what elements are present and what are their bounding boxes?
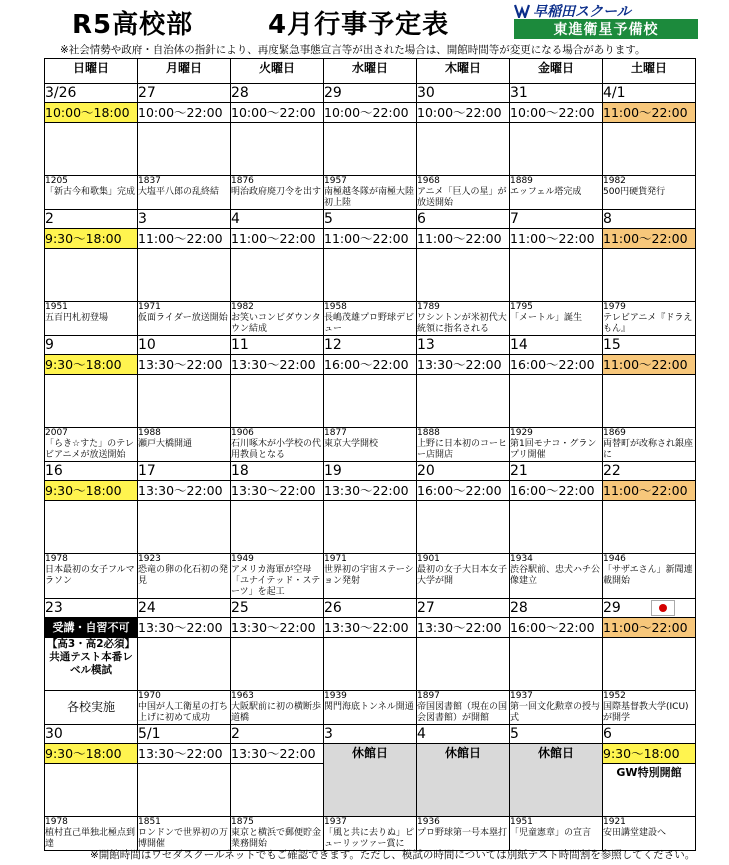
event-cell: 1889 エッフェル塔完成: [510, 176, 603, 210]
blank-row: [45, 501, 696, 554]
event-row: [45, 302, 696, 336]
date-row: [45, 725, 696, 744]
event-cell: 1888 上野に日本初のコーヒー店開店: [417, 428, 510, 462]
date-cell: 5: [324, 210, 417, 229]
date-cell: 4/1: [603, 84, 696, 103]
event-cell: 1877 東京大学開校: [324, 428, 417, 462]
blank-cell: [510, 501, 603, 554]
blank-cell: [45, 501, 138, 554]
blank-cell: [510, 375, 603, 428]
hours-row: [45, 481, 696, 501]
event-cell: 1951 「児童憲章」の宣言: [510, 817, 603, 851]
event-cell: 1875 東京と横浜で郵便貯金業務開始: [231, 817, 324, 851]
blank-cell: [231, 375, 324, 428]
event-cell: 1939 関門海底トンネル開通: [324, 691, 417, 725]
date-cell: 30: [45, 725, 138, 744]
event-cell: 1851 ロンドンで世界初の万博開催: [138, 817, 231, 851]
event-row: [45, 817, 696, 851]
event-cell: 1970 中国が人工衛星の打ち上げに初めて成功: [138, 691, 231, 725]
date-cell: 5: [510, 725, 603, 744]
date-cell: 8: [603, 210, 696, 229]
date-cell: 12: [324, 336, 417, 355]
closed-day-cell: 休館日: [510, 744, 603, 817]
hours-cell: 11:00〜22:00: [417, 229, 510, 249]
date-cell: 29: [324, 84, 417, 103]
date-cell: [603, 599, 696, 618]
date-row: [45, 599, 696, 618]
event-cell: 1951 五百円札初登場: [45, 302, 138, 336]
hours-cell: 16:00〜22:00: [510, 618, 603, 638]
mock-exam-note: 【高3・高2必須】 共通テスト本番レベル模試: [45, 638, 138, 691]
hours-cell: 13:30〜22:00: [417, 618, 510, 638]
hours-cell: 10:00〜22:00: [417, 103, 510, 123]
footer-note: ※開館時間はワセダスクールネットでもご確認できます。ただし、模試の時間については別紙テスト時間割を参照してください。: [90, 849, 696, 861]
blank-cell: [603, 249, 696, 302]
calendar-body: [45, 84, 696, 851]
blank-cell: [417, 501, 510, 554]
hours-cell: 11:00〜22:00: [231, 229, 324, 249]
date-cell: 20: [417, 462, 510, 481]
event-cell: 1929 第1回モナコ・グランプリ開催: [510, 428, 603, 462]
hours-cell: 11:00〜22:00: [603, 103, 696, 123]
event-cell: 1869 両替町が改称され銀座に: [603, 428, 696, 462]
date-cell: 28: [510, 599, 603, 618]
logo-top-text: 早稲田スクール: [533, 3, 631, 20]
blank-cell: [324, 501, 417, 554]
blank-cell: [324, 375, 417, 428]
date-cell: 10: [138, 336, 231, 355]
logo-mark-icon: [514, 4, 530, 18]
hours-cell: 13:30〜22:00: [138, 744, 231, 764]
hours-cell: 13:30〜22:00: [231, 355, 324, 375]
hours-cell: 9:30〜18:00: [45, 355, 138, 375]
event-row: [45, 428, 696, 462]
hours-cell: 11:00〜22:00: [603, 481, 696, 501]
date-cell: 4: [231, 210, 324, 229]
gw-special-open-label: GW特別開館: [603, 764, 696, 817]
hours-cell: 10:00〜22:00: [138, 103, 231, 123]
date-cell: 5/1: [138, 725, 231, 744]
date-cell: 15: [603, 336, 696, 355]
blank-row: [45, 123, 696, 176]
event-cell: 1897 帝国図書館（現在の国会図書館）が開館: [417, 691, 510, 725]
blank-cell: [45, 375, 138, 428]
blank-cell: [324, 638, 417, 691]
blank-cell: [417, 638, 510, 691]
hours-cell: 10:00〜22:00: [324, 103, 417, 123]
weekday-fri: 金曜日: [510, 59, 603, 84]
blank-cell: [603, 638, 696, 691]
hours-cell: 11:00〜22:00: [138, 229, 231, 249]
event-cell: 1968 アニメ「巨人の星」が放送開始: [417, 176, 510, 210]
hours-cell: 13:30〜22:00: [324, 481, 417, 501]
page-header: [0, 0, 729, 60]
event-cell: 1837 大塩平八郎の乱終結: [138, 176, 231, 210]
event-cell: 1978 日本最初の女子フルマラソン: [45, 554, 138, 599]
event-cell: 1952 国際基督教大学(ICU)が開学: [603, 691, 696, 725]
blank-cell: [510, 123, 603, 176]
date-cell: 6: [603, 725, 696, 744]
date-cell: 30: [417, 84, 510, 103]
date-cell: 22: [603, 462, 696, 481]
date-cell: 11: [231, 336, 324, 355]
page-title-schedule: 4月行事予定表: [268, 10, 450, 40]
hours-cell: 16:00〜22:00: [510, 355, 603, 375]
event-cell: 1901 最初の女子大日本女子大学が開: [417, 554, 510, 599]
blank-cell: [45, 123, 138, 176]
hours-cell: 11:00〜22:00: [603, 355, 696, 375]
blank-cell: [603, 123, 696, 176]
closed-day-cell: 休館日: [417, 744, 510, 817]
event-cell: 1958 長嶋茂雄プロ野球デビュー: [324, 302, 417, 336]
hours-row: [45, 229, 696, 249]
hours-cell: 9:30〜18:00: [45, 481, 138, 501]
event-cell: 1979 テレビアニメ『ドラえもん』: [603, 302, 696, 336]
date-cell: 16: [45, 462, 138, 481]
hours-cell: 16:00〜22:00: [417, 481, 510, 501]
date-cell: 3: [138, 210, 231, 229]
hours-cell: 13:30〜22:00: [231, 481, 324, 501]
date-cell: 24: [138, 599, 231, 618]
event-cell: 1936 プロ野球第一号本塁打: [417, 817, 510, 851]
hours-cell: 16:00〜22:00: [324, 355, 417, 375]
hours-cell: 11:00〜22:00: [603, 618, 696, 638]
event-cell: 1934 渋谷駅前、忠犬ハチ公像建立: [510, 554, 603, 599]
blank-cell: [231, 638, 324, 691]
event-cell: 1921 安田講堂建設へ: [603, 817, 696, 851]
hours-cell: 13:30〜22:00: [324, 618, 417, 638]
blank-cell: [138, 764, 231, 817]
date-cell: 18: [231, 462, 324, 481]
date-cell: 3/26: [45, 84, 138, 103]
date-cell: 4: [417, 725, 510, 744]
date-cell: 27: [417, 599, 510, 618]
date-cell: 25: [231, 599, 324, 618]
date-row: [45, 462, 696, 481]
event-cell: 1982 お笑いコンビダウンタウン結成: [231, 302, 324, 336]
hours-row: [45, 744, 696, 764]
event-row: [45, 691, 696, 725]
blank-cell: [231, 764, 324, 817]
blank-cell: [45, 764, 138, 817]
blank-cell: [324, 249, 417, 302]
blank-cell: [417, 249, 510, 302]
blank-cell: [603, 501, 696, 554]
hours-cell: 10:00〜22:00: [510, 103, 603, 123]
date-cell: 19: [324, 462, 417, 481]
hours-cell: 9:30〜18:00: [603, 744, 696, 764]
school-logo: [514, 2, 698, 40]
logo-bottom-text: 東進衛星予備校: [514, 19, 698, 39]
blank-cell: [231, 249, 324, 302]
date-cell: 27: [138, 84, 231, 103]
weekday-sat: 土曜日: [603, 59, 696, 84]
event-row: [45, 176, 696, 210]
blank-cell: [417, 375, 510, 428]
blank-cell: [231, 501, 324, 554]
date-cell: 2: [231, 725, 324, 744]
event-cell: 1963 大阪駅前に初の横断歩道橋: [231, 691, 324, 725]
date-cell: 14: [510, 336, 603, 355]
hours-row: [45, 618, 696, 638]
hours-cell: 13:30〜22:00: [231, 744, 324, 764]
event-cell: 1937 第一回文化勲章の授与式: [510, 691, 603, 725]
date-cell: 7: [510, 210, 603, 229]
blank-cell: [231, 123, 324, 176]
hours-cell: 13:30〜22:00: [138, 481, 231, 501]
blank-cell: [324, 123, 417, 176]
event-cell: 1906 石川啄木が小学校の代用教員となる: [231, 428, 324, 462]
no-class-label: 受講・自習不可: [45, 618, 138, 638]
date-number: 29: [603, 600, 621, 616]
date-cell: 26: [324, 599, 417, 618]
event-cell: 1971 世界初の宇宙ステーション発射: [324, 554, 417, 599]
date-row: [45, 210, 696, 229]
hours-cell: 11:00〜22:00: [510, 229, 603, 249]
date-row: [45, 84, 696, 103]
date-cell: 6: [417, 210, 510, 229]
date-cell: 21: [510, 462, 603, 481]
hours-cell: 11:00〜22:00: [603, 229, 696, 249]
blank-cell: [417, 123, 510, 176]
weekday-sun: 日曜日: [45, 59, 138, 84]
event-cell: 1988 瀬戸大橋開通: [138, 428, 231, 462]
date-cell: 2: [45, 210, 138, 229]
blank-cell: [138, 375, 231, 428]
hours-cell: 13:30〜22:00: [231, 618, 324, 638]
blank-cell: [510, 249, 603, 302]
hours-cell: 11:00〜22:00: [324, 229, 417, 249]
hours-cell: 9:30〜18:00: [45, 229, 138, 249]
date-cell: 31: [510, 84, 603, 103]
event-cell: 1946 「サザエさん」新聞連載開始: [603, 554, 696, 599]
hours-row: [45, 103, 696, 123]
hours-cell: 16:00〜22:00: [510, 481, 603, 501]
date-cell: 13: [417, 336, 510, 355]
hours-cell: 13:30〜22:00: [138, 618, 231, 638]
event-cell: 1949 アメリカ海軍が空母「ユナイテッド・ステーツ」を起工: [231, 554, 324, 599]
event-cell: 1789 ワシントンが米初代大統領に指名される: [417, 302, 510, 336]
blank-cell: [603, 375, 696, 428]
date-cell: 23: [45, 599, 138, 618]
event-cell: 1795 「メートル」誕生: [510, 302, 603, 336]
blank-row: [45, 249, 696, 302]
date-cell: 17: [138, 462, 231, 481]
blank-cell: [138, 501, 231, 554]
weekday-tue: 火曜日: [231, 59, 324, 84]
japan-flag-icon: [651, 600, 675, 616]
event-cell: 1982 500円硬貨発行: [603, 176, 696, 210]
weekday-thu: 木曜日: [417, 59, 510, 84]
hours-cell: 10:00〜22:00: [231, 103, 324, 123]
blank-cell: [138, 249, 231, 302]
date-cell: 28: [231, 84, 324, 103]
page-title-school: R5高校部: [72, 10, 194, 40]
event-cell: 1978 植村直己単独北極点到達: [45, 817, 138, 851]
event-row: [45, 554, 696, 599]
hours-cell: 13:30〜22:00: [138, 355, 231, 375]
hours-row: [45, 355, 696, 375]
calendar-table: [44, 58, 696, 851]
event-cell: 1971 仮面ライダー放送開始: [138, 302, 231, 336]
weekday-mon: 月曜日: [138, 59, 231, 84]
blank-row: [45, 375, 696, 428]
blank-cell: [45, 249, 138, 302]
event-cell: 1957 南極越冬隊が南極大陸初上陸: [324, 176, 417, 210]
event-cell: 1876 明治政府廃刀令を出す: [231, 176, 324, 210]
hours-cell: 13:30〜22:00: [417, 355, 510, 375]
blank-cell: [138, 123, 231, 176]
weekday-header-row: [45, 59, 696, 84]
event-cell: 1205 「新古今和歌集」完成: [45, 176, 138, 210]
blank-cell: [138, 638, 231, 691]
closed-day-cell: 休館日: [324, 744, 417, 817]
event-cell: 1937 「風と共に去りぬ」ピューリッツァー賞に: [324, 817, 417, 851]
blank-cell: [510, 638, 603, 691]
notice-text: ※社会情勢や政府・自治体の指針により、再度緊急事態宣言等が出された場合は、開館時間等が変更になる場合があります。: [60, 44, 646, 56]
event-cell: 2007 「らき☆すた」のテレビアニメが放送開始: [45, 428, 138, 462]
date-row: [45, 336, 696, 355]
blank-row: [45, 638, 696, 691]
event-cell: 1923 恐竜の卵の化石初の発見: [138, 554, 231, 599]
date-cell: 3: [324, 725, 417, 744]
hours-cell: 9:30〜18:00: [45, 744, 138, 764]
hours-cell: 10:00〜18:00: [45, 103, 138, 123]
weekday-wed: 水曜日: [324, 59, 417, 84]
date-cell: 9: [45, 336, 138, 355]
event-cell: 各校実施: [45, 691, 138, 725]
